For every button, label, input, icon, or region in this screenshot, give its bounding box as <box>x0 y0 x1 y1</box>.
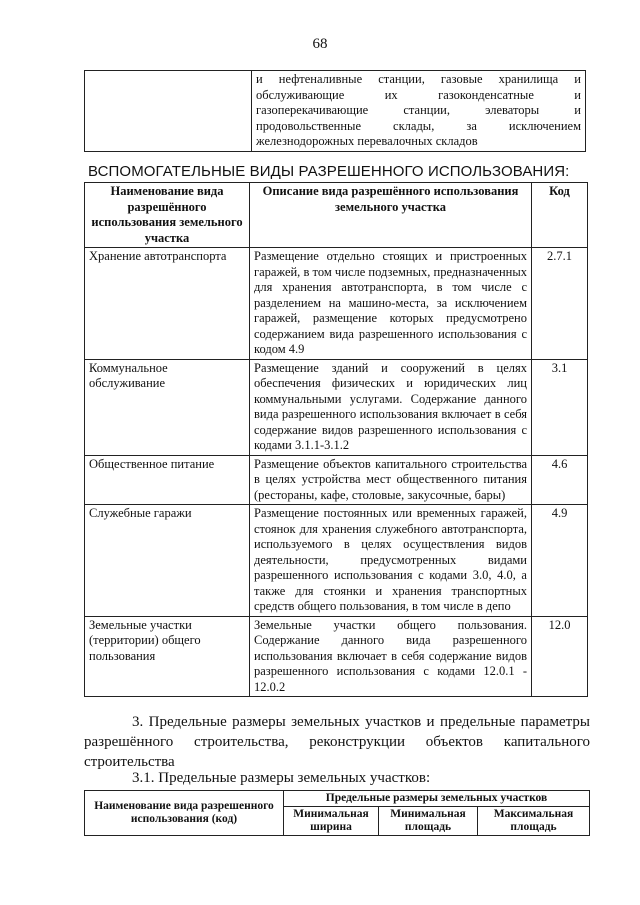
use-name-cell: Служебные гаражи <box>85 505 250 617</box>
continuation-name-cell <box>85 71 252 152</box>
use-name-cell: Земельные участки (территории) общего пользования <box>85 616 250 697</box>
use-code-cell: 4.9 <box>532 505 588 617</box>
use-name-cell: Хранение автотранспорта <box>85 248 250 360</box>
plot-sizes-table <box>84 790 590 836</box>
continuation-description-cell: и нефтеналивные станции, газовые хранилища и обслуживающие их газоконденсатные и газоперекачивающие станции, элеваторы и продовольственные склады, за исключением железнодорожных перевалочных складов <box>252 71 586 152</box>
column-header-min-width: Минимальная ширина <box>284 807 379 836</box>
use-name-cell: Коммунальное обслуживание <box>85 359 250 455</box>
paragraph-3-1: 3.1. Предельные размеры земельных участков: <box>132 770 431 786</box>
use-description-cell: Размещение отдельно стоящих и пристроенных гаражей, в том числе подземных, предназначенных для хранения автотранспорта, в том числе с разделением на машино-места, за исключением гаражей, размещение которых предусмотрено содержанием вида разрешенного использования с кодом 4.9 <box>250 248 532 360</box>
column-header-use-name: Наименование вида разрешенного использования (код) <box>85 791 284 836</box>
use-description-cell: Земельные участки общего пользования. Содержание данного вида разрешенного использования включает в себя содержание видов разрешенного использования с кодами 12.0.1 - 12.0.2 <box>250 616 532 697</box>
auxiliary-uses-table <box>84 182 588 697</box>
column-header-name: Наименование вида разрешённого использования земельного участка <box>85 183 250 248</box>
page-number: 68 <box>312 36 328 52</box>
column-header-max-area: Максимальная площадь <box>478 807 590 836</box>
table-row <box>85 455 588 505</box>
section-heading: ВСПОМОГАТЕЛЬНЫЕ ВИДЫ РАЗРЕШЕННОГО ИСПОЛЬЗОВАНИЯ: <box>88 163 570 180</box>
use-description-cell: Размещение объектов капитального строительства в целях устройства мест общественного питания (рестораны, кафе, столовые, закусочные, бары) <box>250 455 532 505</box>
use-code-cell: 2.7.1 <box>532 248 588 360</box>
table-row <box>85 616 588 697</box>
use-description-cell: Размещение постоянных или временных гаражей, стоянок для хранения служебного автотранспорта, используемого в целях осуществления видов деятельности, предусмотренных видами разрешенного использования с кодами 3.0, 4.0, а также для стоянки и хранения транспортных средств общего пользования, в том числе в депо <box>250 505 532 617</box>
table-row <box>85 505 588 617</box>
continuation-table <box>84 70 586 152</box>
table-row <box>85 359 588 455</box>
column-header-size-group: Предельные размеры земельных участков <box>284 791 590 807</box>
use-code-cell: 12.0 <box>532 616 588 697</box>
use-description-cell: Размещение зданий и сооружений в целях обеспечения физических и юридических лиц коммунальными услугами. Содержание данного вида разрешенного использования включает в себя содержание видов разрешенного использования с кодами 3.1.1-3.1.2 <box>250 359 532 455</box>
use-code-cell: 4.6 <box>532 455 588 505</box>
table-row <box>85 248 588 360</box>
paragraph-3: 3. Предельные размеры земельных участков и предельные параметры разрешённого строительства, реконструкции объектов капитального строительства <box>84 714 590 770</box>
table-header-row <box>85 791 590 807</box>
column-header-description: Описание вида разрешённого использования земельного участка <box>250 183 532 248</box>
use-name-cell: Общественное питание <box>85 455 250 505</box>
table-row <box>85 71 586 152</box>
use-code-cell: 3.1 <box>532 359 588 455</box>
table-header-row <box>85 183 588 248</box>
column-header-min-area: Минимальная площадь <box>379 807 478 836</box>
column-header-code: Код <box>532 183 588 248</box>
